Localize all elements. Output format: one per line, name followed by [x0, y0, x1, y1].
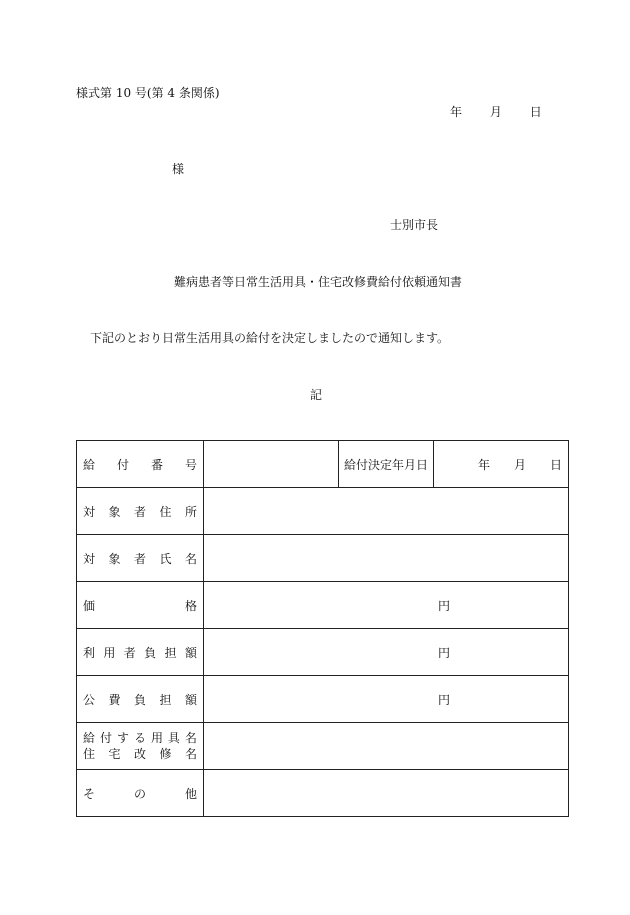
kohi-futangaku-field[interactable] — [204, 676, 569, 723]
kettei-date-field[interactable]: 年 月 日 — [434, 441, 569, 488]
label-taishosha-jusho: 対 象 者 住 所 — [77, 488, 204, 535]
date-month: 月 — [489, 105, 502, 119]
riyosha-futangaku-field[interactable] — [204, 629, 569, 676]
date-day: 日 — [529, 105, 542, 119]
kyufu-bango-field[interactable] — [204, 441, 339, 488]
label-taishosha-shimei: 対 象 者 氏 名 — [77, 535, 204, 582]
label-yogu-jutaku-kaishu: 給 付 す る 用 具 名 住 宅 改 修 名 — [77, 723, 204, 770]
taishosha-shimei-field[interactable] — [204, 535, 569, 582]
table-row — [77, 723, 569, 770]
label-kettei-date: 給付決定年月日 — [339, 441, 434, 488]
addressee-suffix: 様 — [172, 162, 185, 176]
table-row — [77, 582, 569, 629]
kakaku-field[interactable] — [204, 582, 569, 629]
table-row — [77, 488, 569, 535]
date-year: 年 — [450, 105, 463, 119]
label-sonota: そ の 他 — [77, 770, 204, 817]
document-title: 難病患者等日常生活用具・住宅改修費給付依頼通知書 — [174, 275, 463, 289]
yogu-jutaku-kaishu-field[interactable] — [204, 723, 569, 770]
label-kakaku: 価 格 — [77, 582, 204, 629]
yen-unit: 円 — [437, 645, 450, 660]
form-number: 様式第 10 号(第 4 条関係) — [76, 86, 220, 100]
form-table — [76, 440, 569, 817]
sonota-field[interactable] — [204, 770, 569, 817]
table-row — [77, 535, 569, 582]
taishosha-jusho-field[interactable] — [204, 488, 569, 535]
label-kyufu-bango: 給 付 番 号 — [77, 441, 204, 488]
yen-unit: 円 — [437, 598, 450, 613]
table-row — [77, 629, 569, 676]
body-text: 下記のとおり日常生活用具の給付を決定しましたので通知します。 — [90, 331, 450, 345]
yen-unit: 円 — [437, 692, 450, 707]
label-kohi-futangaku: 公 費 負 担 額 — [77, 676, 204, 723]
ki-label: 記 — [310, 388, 323, 402]
table-row — [77, 676, 569, 723]
label-riyosha-futangaku: 利 用 者 負 担 額 — [77, 629, 204, 676]
issue-date — [450, 103, 542, 120]
issuer: 士別市長 — [390, 218, 439, 232]
table-row — [77, 770, 569, 817]
table-row — [77, 441, 569, 488]
